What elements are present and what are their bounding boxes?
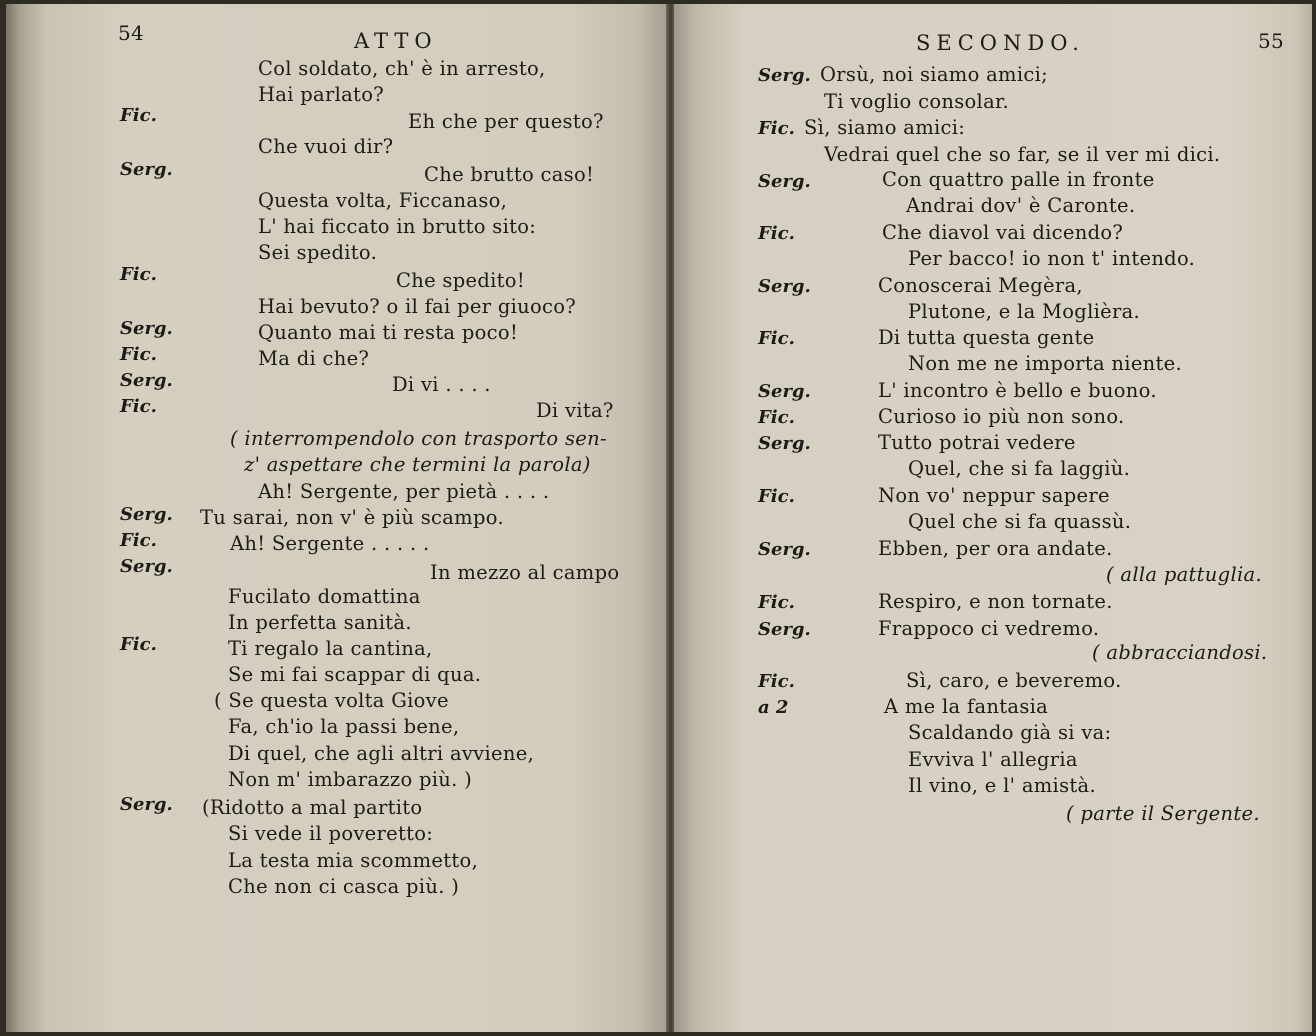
verse-line: Di tutta questa gente (878, 326, 1095, 349)
verse-line: Non vo' neppur sapere (878, 484, 1110, 507)
verse-line: Ebben, per ora andate. (878, 537, 1113, 560)
verse-line: Tutto potrai vedere (878, 431, 1076, 454)
verse-line: Quel che si fa quassù. (908, 510, 1132, 533)
stage-direction: ( interrompendolo con trasporto sen- (230, 427, 607, 450)
speaker-label: Fic. (758, 118, 795, 139)
verse-line: Plutone, e la Moglièra. (908, 300, 1141, 323)
speaker-label: Serg. (120, 556, 173, 577)
verse-line: L' hai ficcato in brutto sito: (258, 215, 537, 238)
verse-line: La testa mia scommetto, (228, 849, 479, 872)
speaker-label: Serg. (758, 65, 811, 86)
verse-line: Sei spedito. (258, 241, 378, 264)
speaker-label: Fic. (758, 671, 795, 692)
verse-line: In mezzo al campo (430, 561, 620, 584)
verse-line: A me la fantasia (884, 695, 1049, 718)
speaker-label: Serg. (758, 276, 811, 297)
verse-line: Di vi . . . . (392, 373, 491, 396)
verse-line: Ti voglio consolar. (824, 90, 1009, 113)
speaker-label: Fic. (120, 264, 157, 285)
verse-line: Hai bevuto? o il fai per giuoco? (258, 295, 577, 318)
speaker-label: a 2 (758, 697, 789, 718)
speaker-label: Serg. (758, 539, 811, 560)
verse-line: (Ridotto a mal partito (202, 796, 423, 819)
verse-line: Che spedito! (396, 269, 525, 292)
right-page (674, 4, 1312, 1032)
verse-line: Frappoco ci vedremo. (878, 617, 1100, 640)
verse-line: Non me ne importa niente. (908, 352, 1182, 375)
verse-line: Quel, che si fa laggiù. (908, 457, 1131, 480)
speaker-label: Fic. (120, 105, 157, 126)
verse-line: Non m' imbarazzo più. ) (228, 768, 473, 791)
verse-line: Che diavol vai dicendo? (882, 221, 1124, 244)
verse-line: Questa volta, Ficcanaso, (258, 189, 508, 212)
page-number: 55 (1258, 29, 1285, 53)
speaker-label: Fic. (758, 223, 795, 244)
speaker-label: Fic. (758, 328, 795, 349)
verse-line: Con quattro palle in fronte (882, 168, 1155, 191)
verse-line: Sì, caro, e beveremo. (906, 669, 1122, 692)
verse-line: Si vede il poveretto: (228, 822, 434, 845)
verse-line: Ti regalo la cantina, (228, 637, 433, 660)
verse-line: Che brutto caso! (424, 163, 595, 186)
stage-direction: ( parte il Sergente. (1066, 802, 1260, 825)
stage-direction: ( alla pattuglia. (1106, 563, 1262, 586)
running-header: ATTO (354, 29, 438, 53)
verse-line: Di vita? (536, 399, 614, 422)
speaker-label: Serg. (120, 504, 173, 525)
speaker-label: Serg. (120, 370, 173, 391)
verse-line: Andrai dov' è Caronte. (906, 194, 1136, 217)
speaker-label: Fic. (120, 530, 157, 551)
verse-line: Sì, siamo amici: (804, 116, 966, 139)
verse-line: Se mi fai scappar di qua. (228, 663, 482, 686)
speaker-label: Serg. (758, 433, 811, 454)
speaker-label: Serg. (758, 171, 811, 192)
verse-line: Per bacco! io non t' intendo. (908, 247, 1196, 270)
verse-line: Curioso io più non sono. (878, 405, 1125, 428)
running-header: SECONDO. (916, 31, 1085, 55)
page-number: 54 (118, 21, 145, 45)
speaker-label: Fic. (758, 407, 795, 428)
left-page (6, 4, 668, 1032)
verse-line: Che vuoi dir? (258, 135, 394, 158)
verse-line: In perfetta sanità. (228, 611, 412, 634)
verse-line: Vedrai quel che so far, se il ver mi dici. (824, 143, 1221, 166)
verse-line: Eh che per questo? (408, 110, 604, 133)
speaker-label: Fic. (120, 634, 157, 655)
verse-line: Ah! Sergente, per pietà . . . . (258, 480, 550, 503)
speaker-label: Fic. (120, 396, 157, 417)
verse-line: Conoscerai Megèra, (878, 274, 1083, 297)
speaker-label: Serg. (120, 159, 173, 180)
speaker-label: Serg. (758, 381, 811, 402)
verse-line: Tu sarai, non v' è più scampo. (200, 506, 504, 529)
speaker-label: Serg. (120, 318, 173, 339)
open-book (6, 4, 1312, 1032)
verse-line: ( Se questa volta Giove (214, 689, 449, 712)
verse-line: Evviva l' allegria (908, 748, 1078, 771)
verse-line: Hai parlato? (258, 83, 384, 106)
verse-line: Col soldato, ch' è in arresto, (258, 57, 546, 80)
stage-direction: ( abbracciandosi. (1092, 641, 1268, 664)
verse-line: Il vino, e l' amistà. (908, 774, 1096, 797)
speaker-label: Serg. (758, 619, 811, 640)
verse-line: Scaldando già si va: (908, 721, 1112, 744)
verse-line: Orsù, noi siamo amici; (820, 63, 1048, 86)
verse-line: Di quel, che agli altri avviene, (228, 742, 535, 765)
verse-line: Respiro, e non tornate. (878, 590, 1113, 613)
verse-line: Quanto mai ti resta poco! (258, 321, 519, 344)
verse-line: Fucilato domattina (228, 585, 421, 608)
verse-line: Che non ci casca più. ) (228, 875, 460, 898)
speaker-label: Fic. (758, 592, 795, 613)
verse-line: Ma di che? (258, 347, 370, 370)
speaker-label: Fic. (120, 344, 157, 365)
speaker-label: Serg. (120, 794, 173, 815)
verse-line: Ah! Sergente . . . . . (230, 532, 430, 555)
stage-direction: z' aspettare che termini la parola) (244, 453, 591, 476)
verse-line: Fa, ch'io la passi bene, (228, 715, 460, 738)
speaker-label: Fic. (758, 486, 795, 507)
verse-line: L' incontro è bello e buono. (878, 379, 1157, 402)
